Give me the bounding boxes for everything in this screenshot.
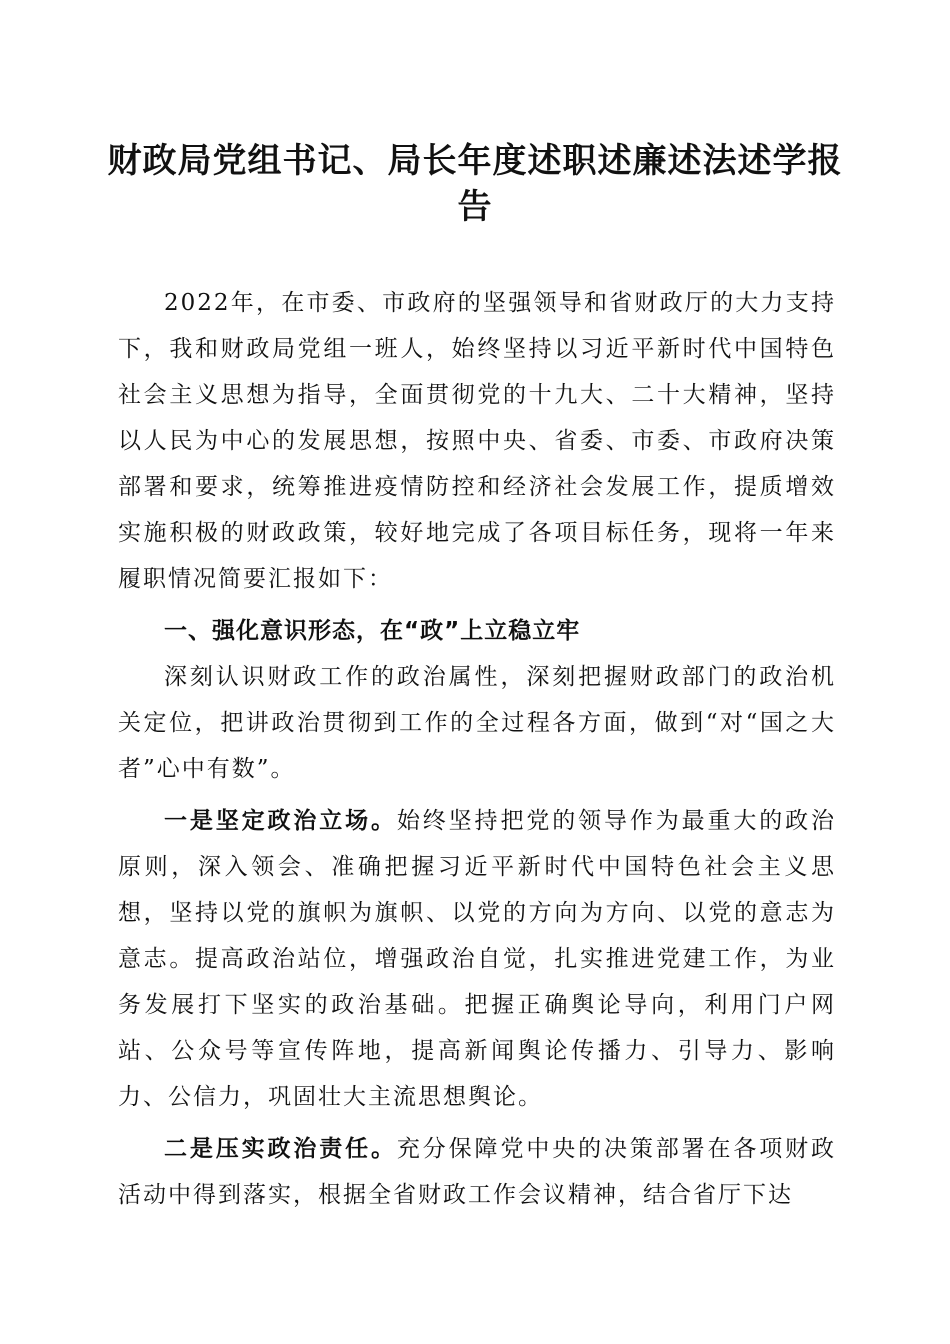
item-text-2: 充分保障党中央的决策部署在各项财政活动中得到落实，根据全省财政工作会议精神，结合省厅下达 — [118, 1136, 837, 1208]
item-paragraph-1 — [118, 798, 836, 1120]
item-lead-1: 一是坚定政治立场。 — [164, 808, 397, 834]
item-text-1: 始终坚持把党的领导作为最重大的政治原则，深入领会、准确把握习近平新时代中国特色社会主义思想，坚持以党的旗帜为旗帜、以党的方向为方向、以党的意志为意志。提高政治站位，增强政治自觉，扎实推进党建工作，为业务发展打下坚实的政治基础。把握正确舆论导向，利用门户网站、公众号等宣传阵地，提高新闻舆论传播力、引导力、影响力、公信力，巩固壮大主流思想舆论。 — [118, 808, 837, 1110]
intro-paragraph: 2022年，在市委、市政府的坚强领导和省财政厅的大力支持下，我和财政局党组一班人，始终坚持以习近平新时代中国特色社会主义思想为指导，全面贯彻党的十九大、二十大精神，坚持以人民为中心的发展思想，按照中央、省委、市委、市政府决策部署和要求，统筹推进疫情防控和经济社会发展工作，提质增效实施积极的财政政策，较好地完成了各项目标任务，现将一年来履职情况简要汇报如下： — [118, 290, 836, 592]
item-lead-2: 二是压实政治责任。 — [164, 1136, 397, 1162]
section-heading: 一、强化意识形态，在“政”上立稳立牢 — [164, 618, 581, 644]
document-body — [118, 280, 836, 1218]
document-title: 财政局党组书记、局长年度述职述廉述法述学报告 — [107, 141, 843, 227]
section-intro-paragraph: 深刻认识财政工作的政治属性，深刻把握财政部门的政治机关定位，把讲政治贯彻到工作的全过程各方面，做到“对“国之大者”心中有数”。 — [118, 664, 836, 782]
item-paragraph-2 — [118, 1126, 836, 1218]
